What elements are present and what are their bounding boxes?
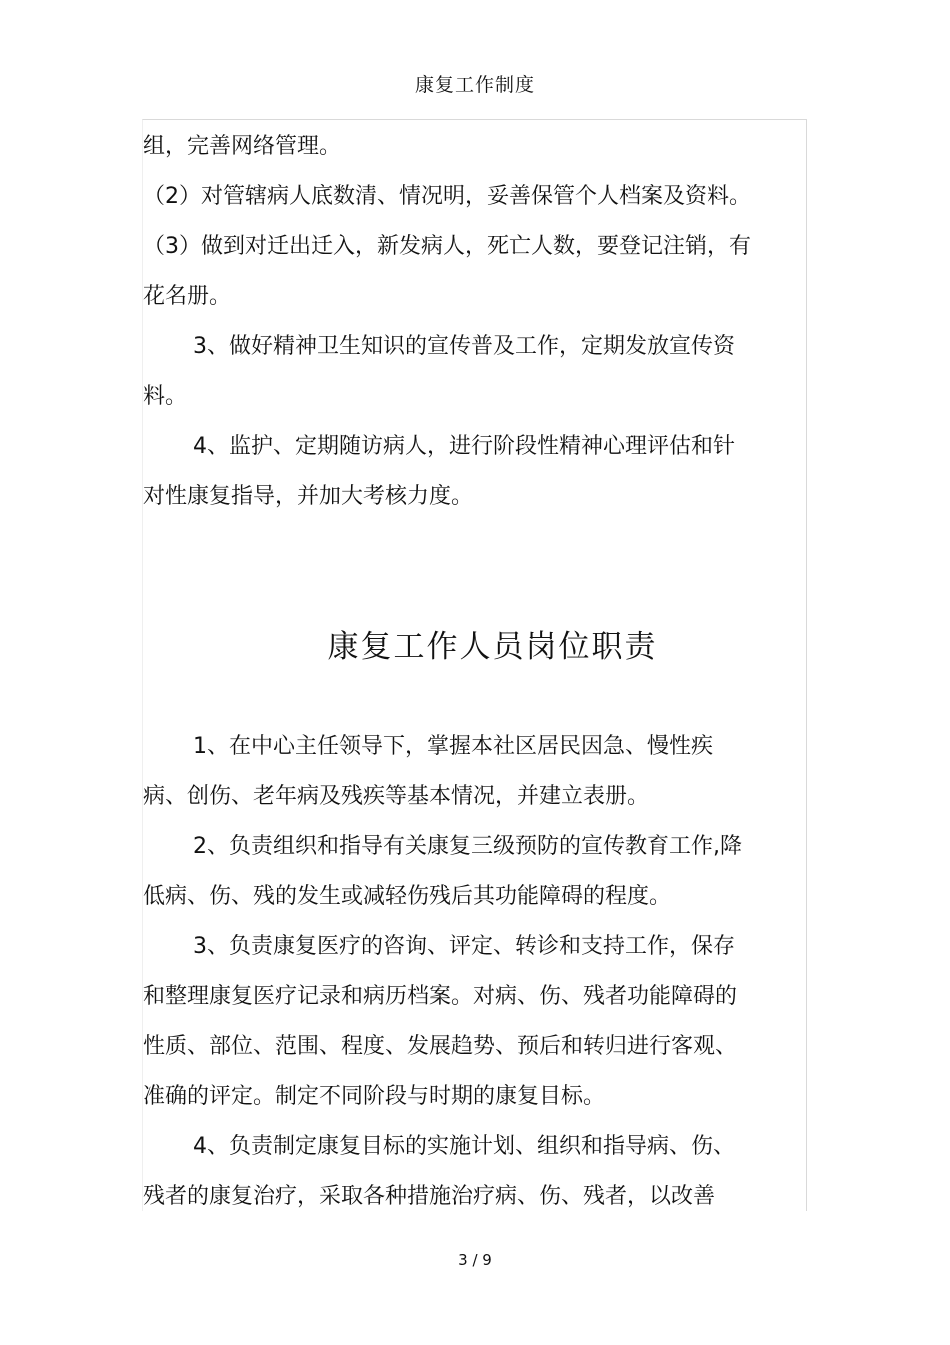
duty-paragraph-1: 1、在中心主任领导下，掌握本社区居民因急、慢性疾病、创伤、老年病及残疾等基本情况，并建立表册。 — [143, 734, 713, 809]
paragraph-continuation-1: 组，完善网络管理。 — [143, 134, 342, 159]
duty-paragraph-2: 2、负责组织和指导有关康复三级预防的宣传教育工作,降低病、伤、残的发生或减轻伤残后其功能障碍的程度。 — [143, 834, 742, 909]
paragraph-item-3: （3）做到对迁出迁入，新发病人，死亡人数，要登记注销，有花名册。 — [143, 234, 751, 309]
page-number: 3 / 9 — [458, 1251, 492, 1269]
continuation-text — [143, 122, 753, 522]
paragraph-item-2: （2）对管辖病人底数清、情况明，妥善保管个人档案及资料。 — [143, 184, 751, 209]
paragraph-point-4: 4、监护、定期随访病人，进行阶段性精神心理评估和针对性康复指导，并加大考核力度。 — [143, 434, 735, 509]
paragraph-point-3: 3、做好精神卫生知识的宣传普及工作，定期发放宣传资料。 — [143, 334, 735, 409]
running-header: 康复工作制度 — [414, 74, 535, 96]
duty-paragraph-4: 4、负责制定康复目标的实施计划、组织和指导病、伤、残者的康复治疗，采取各种措施治疗病、伤、残者，以改善 — [143, 1134, 735, 1209]
duties-text — [143, 722, 753, 1222]
duty-paragraph-3: 3、负责康复医疗的咨询、评定、转诊和支持工作，保存和整理康复医疗记录和病历档案。对病、伤、残者功能障碍的性质、部位、范围、程度、发展趋势、预后和转归进行客观、准确的评定。制定不同阶段与时期的康复目标。 — [143, 934, 738, 1109]
section-title: 康复工作人员岗位职责 — [327, 629, 658, 665]
